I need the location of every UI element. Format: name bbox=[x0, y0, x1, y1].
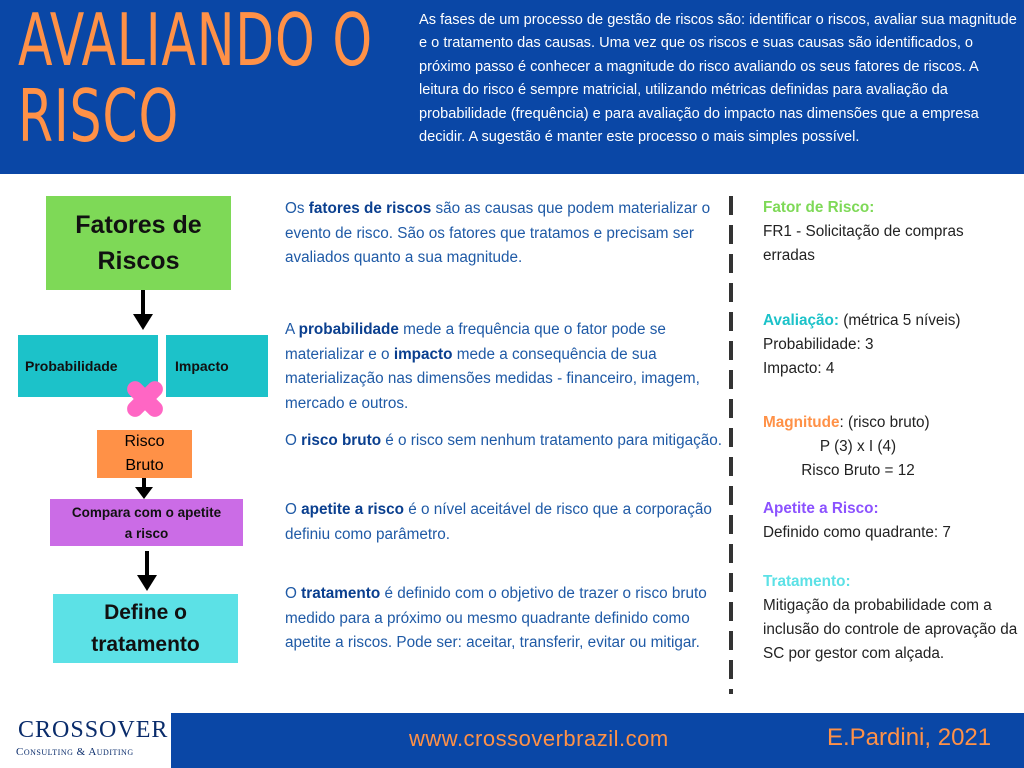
compara-line1: Compara com o apetite bbox=[71, 504, 222, 520]
arrow-down-icon bbox=[133, 478, 155, 500]
tratamento-example bbox=[763, 570, 1018, 666]
risco-bruto-box bbox=[97, 430, 192, 478]
impacto-label: Impacto bbox=[175, 358, 229, 374]
formula-value: P (3) x I (4) bbox=[819, 438, 897, 455]
tratamento-description: O tratamento é definido com o objetivo de trazer o risco bruto medido para a próximo ou mesmo quadrante definido como apetite a riscos. Pode ser: aceitar, transferir, evitar ou mitigar. bbox=[285, 585, 707, 651]
title-line2: RISCO bbox=[18, 74, 180, 158]
dashed-divider bbox=[729, 196, 733, 694]
define-tratamento-box bbox=[53, 594, 238, 663]
define-line1: Define o bbox=[104, 600, 187, 624]
avaliacao-example: Avaliação: (métrica 5 níveis) Probabilidade: 3 Impacto: 4 bbox=[763, 309, 1018, 381]
magnitude-heading: Magnitude bbox=[763, 414, 840, 431]
probabilidade-value: Probabilidade: 3 bbox=[763, 336, 874, 353]
fator-example bbox=[763, 196, 1018, 268]
apetite-value: Definido como quadrante: 7 bbox=[763, 524, 951, 541]
apetite-example bbox=[763, 497, 1018, 545]
fatores-description: Os fatores de riscos são as causas que podem materializar o evento de risco. São os fatores que tratamos e precisam ser avaliados quanto a sua magnitude. bbox=[285, 200, 711, 266]
tratamento-value: Mitigação da probabilidade com a inclusão do controle de aprovação da SC por gestor com alçada. bbox=[763, 597, 1018, 662]
arrow-down-icon bbox=[130, 290, 156, 332]
fator-heading: Fator de Risco: bbox=[763, 199, 875, 216]
risco-bruto-description: O risco bruto é o risco sem nenhum tratamento para mitigação. bbox=[285, 432, 722, 449]
fatores-line1: Fatores de bbox=[75, 211, 202, 239]
footer-banner bbox=[171, 713, 1024, 768]
compara-line2: a risco bbox=[124, 525, 169, 541]
probabilidade-description: A probabilidade mede a frequência que o fator pode se materializar e o impacto mede a consequência de sua materialização nas dimensões medidas - financeiro, imagem, mercado e outros. bbox=[285, 321, 700, 412]
probabilidade-label: Probabilidade bbox=[25, 358, 118, 374]
author-credit: E.Pardini, 2021 bbox=[827, 724, 992, 751]
risco-bruto-value: Risco Bruto = 12 bbox=[801, 462, 915, 479]
logo-sub-text: Consulting & Auditing bbox=[16, 746, 134, 758]
risco-line1: Risco bbox=[124, 433, 165, 450]
apetite-description: O apetite a risco é o nível aceitável de risco que a corporação definiu como parâmetro. bbox=[285, 501, 712, 543]
magnitude-example: Magnitude: (risco bruto) P (3) x I (4) Risco Bruto = 12 bbox=[763, 411, 1018, 483]
website-link[interactable]: www.crossoverbrazil.com bbox=[409, 726, 669, 751]
fatores-box bbox=[46, 196, 231, 290]
multiply-icon bbox=[121, 375, 169, 423]
fatores-line2: Riscos bbox=[97, 247, 180, 275]
header-banner bbox=[0, 0, 1024, 174]
intro-text: As fases de um processo de gestão de riscos são: identificar o riscos, avaliar sua magnitude e o tratamento das causas. Uma vez que os riscos e suas causas são identificados, o próximo passo é conhecer a magnitude do risco avaliando os seus fatores de riscos. A leitura do risco é sempre matricial, utilizando métricas definidas para avaliação da probabilidade (frequência) e para avaliação do impacto nas dimensões que a empresa decidir. A sugestão é manter este processo o mais simples possível. bbox=[419, 12, 1017, 146]
risco-line2: Bruto bbox=[125, 457, 164, 474]
arrow-down-icon bbox=[134, 551, 160, 593]
apetite-heading: Apetite a Risco: bbox=[763, 500, 879, 517]
page-title bbox=[18, 0, 373, 158]
fator-value: FR1 - Solicitação de compras erradas bbox=[763, 223, 964, 264]
title-line1: AVALIANDO O bbox=[18, 0, 373, 82]
compara-apetite-box bbox=[50, 499, 243, 546]
define-line2: tratamento bbox=[91, 632, 200, 656]
impacto-value: Impacto: 4 bbox=[763, 360, 835, 377]
logo-main-text: CROSSOVER bbox=[18, 717, 169, 743]
avaliacao-heading: Avaliação: bbox=[763, 312, 839, 329]
tratamento-heading: Tratamento: bbox=[763, 573, 851, 590]
crossover-logo bbox=[14, 715, 169, 765]
